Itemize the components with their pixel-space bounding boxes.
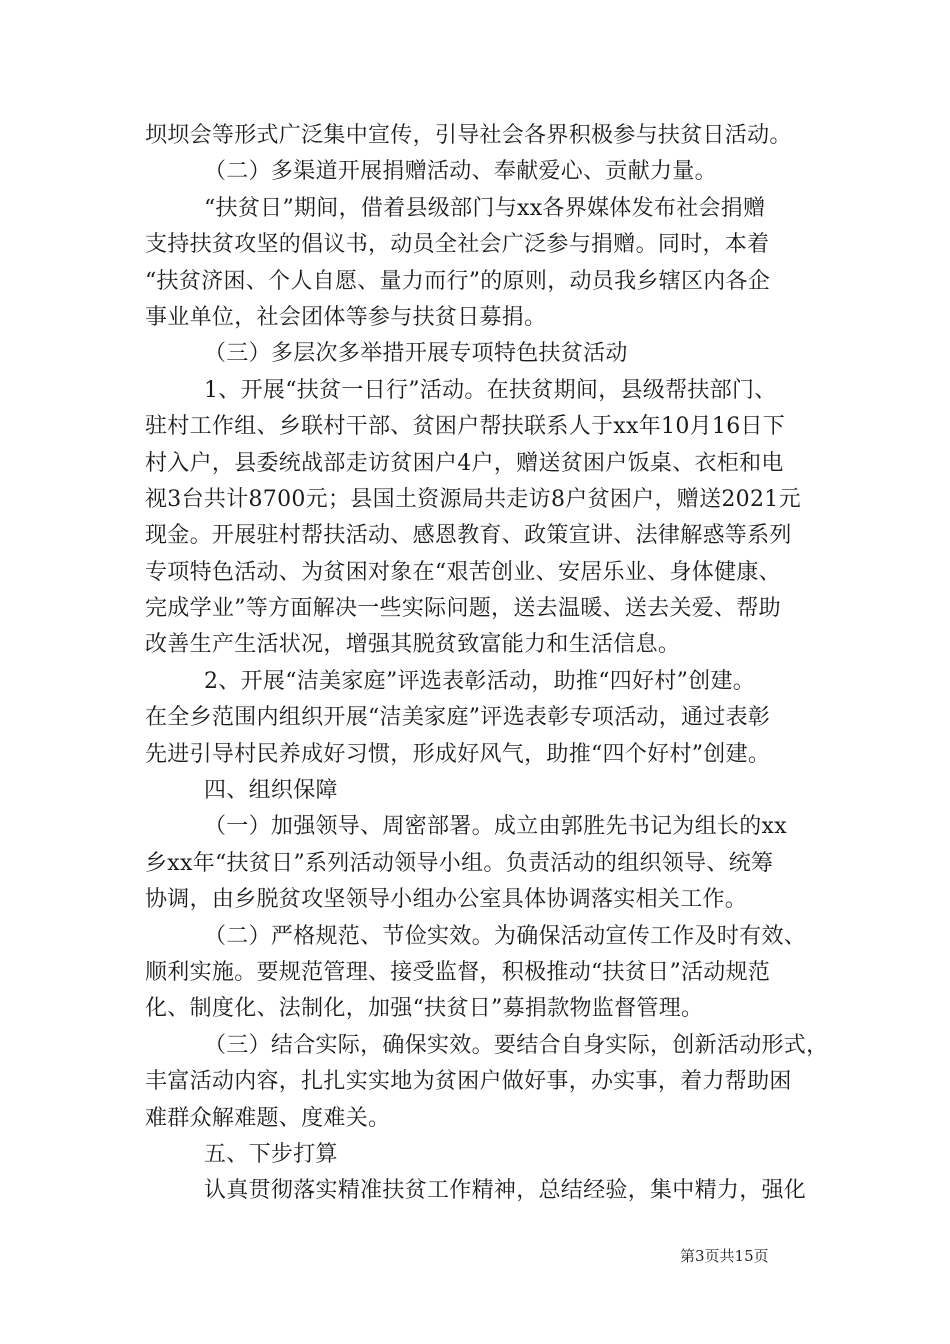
text-line: 难群众解难题、度难关。 xyxy=(145,1105,391,1131)
text-line: “扶贫济困、个人自愿、量力而行”的原则，动员我乡辖区内各企 xyxy=(145,268,771,294)
text-line: （二）多渠道开展捐赠活动、奉献爱心、贡献力量。 xyxy=(204,159,717,185)
text-line: 坝坝会等形式广泛集中宣传，引导社会各界积极参与扶贫日活动。 xyxy=(145,123,792,148)
text-line: 五、下步打算 xyxy=(204,1141,338,1167)
text-line: （三）结合实际，确保实效。要结合自身实际，创新活动形式， xyxy=(204,1032,829,1058)
text-line: 支持扶贫攻坚的倡议书，动员全社会广泛参与捐赠。同时，本着 xyxy=(145,232,770,258)
text-line: 现金。开展驻村帮扶活动、感恩教育、政策宣讲、法律解惑等系列 xyxy=(145,523,792,549)
text-line: 丰富活动内容，扎扎实实地为贫困户做好事，办实事，着力帮助困 xyxy=(145,1069,792,1095)
text-line: 驻村工作组、乡联村干部、贫困户帮扶联系人于xx年10月16日下 xyxy=(145,414,786,440)
text-line: 在全乡范围内组织开展“洁美家庭”评选表彰专项活动，通过表彰 xyxy=(145,705,771,731)
text-line: 认真贯彻落实精准扶贫工作精神，总结经验，集中精力，强化 xyxy=(204,1178,807,1204)
document-body xyxy=(145,118,829,1210)
text-line: 1、开展“扶贫一日行”活动。在扶贫期间，县级帮扶部门、 xyxy=(204,377,777,403)
text-line: （一）加强领导、周密部署。成立由郭胜先书记为组长的xx xyxy=(204,814,787,840)
text-line: 四、组织保障 xyxy=(204,778,338,804)
text-line: 乡xx年“扶贫日”系列活动领导小组。负责活动的组织领导、统筹 xyxy=(145,850,774,876)
text-line: 改善生产生活状况，增强其脱贫致富能力和生活信息。 xyxy=(145,632,681,658)
text-line: 专项特色活动、为贫困对象在“艰苦创业、安居乐业、身体健康、 xyxy=(145,559,781,585)
text-line: （二）严格规范、节俭实效。为确保活动宣传工作及时有效、 xyxy=(204,923,807,949)
text-line: （三）多层次多举措开展专项特色扶贫活动 xyxy=(204,341,628,367)
page-number-footer: 第3页共15页 xyxy=(680,1247,769,1265)
text-line: 2、开展“洁美家庭”评选表彰活动，助推“四好村”创建。 xyxy=(204,668,756,694)
text-line: 顺利实施。要规范管理、接受监督，积极推动“扶贫日”活动规范 xyxy=(145,959,771,985)
text-line: 村入户，县委统战部走访贫困户4户，赠送贫困户饭桌、衣柜和电 xyxy=(145,450,784,476)
text-line: 先进引导村民养成好习惯，形成好风气，助推“四个好村”创建。 xyxy=(145,741,771,767)
text-line: 完成学业”等方面解决一些实际问题，送去温暖、送去关爱、帮助 xyxy=(145,596,781,622)
text-line: “扶贫日”期间，借着县级部门与xx各界媒体发布社会捐赠 xyxy=(204,195,766,221)
text-line: 视3台共计8700元；县国土资源局共走访8户贫困户，赠送2021元 xyxy=(145,486,801,512)
text-line: 协调，由乡脱贫攻坚领导小组办公室具体协调落实相关工作。 xyxy=(145,887,748,913)
text-line: 化、制度化、法制化，加强“扶贫日”募捐款物监督管理。 xyxy=(145,996,704,1022)
text-line: 事业单位，社会团体等参与扶贫日募捐。 xyxy=(145,304,547,330)
